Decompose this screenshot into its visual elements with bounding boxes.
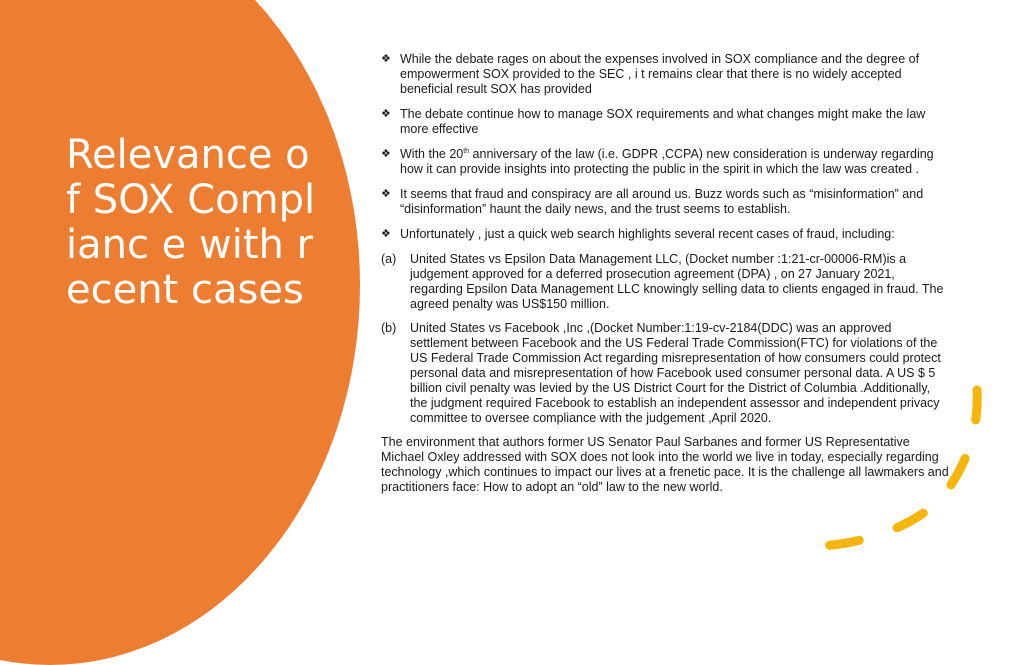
bullet-text-part: With the 20	[400, 147, 464, 161]
diamond-bullet-icon: ❖	[381, 228, 391, 240]
bullet-text: Unfortunately , just a quick web search highlights several recent cases of fraud, including:	[400, 227, 895, 241]
bullet-text: It seems that fraud and conspiracy are all around us. Buzz words such as “misinformation” and “disinformation” haunt the daily news, and the trust seems to establish.	[400, 187, 924, 216]
slide-title: Relevance of SOX Complianc e with recent cases	[66, 132, 316, 313]
case-text: United States vs Epsilon Data Management LLC, (Docket number :1:21-cr-00006-RM)is a judgement approved for a deferred prosecution agreement (DPA) , on 27 January 2021, regarding Epsilon Data Management LLC knowingly selling data to clients engaged in fraud. The agreed penalty was US$150 million.	[410, 252, 944, 311]
diamond-bullet-icon: ❖	[381, 53, 391, 65]
diamond-bullet-icon: ❖	[381, 108, 391, 120]
bullet-text: The debate continue how to manage SOX requirements and what changes might make the law more effective	[400, 107, 926, 136]
ordinal-superscript: th	[463, 147, 470, 155]
bullet-text-part: anniversary of the law (i.e. GDPR ,CCPA) new consideration is underway regarding how it can provide insights into protecting the public in the spirit in which the law was created .	[400, 147, 934, 176]
diamond-bullet-icon: ❖	[381, 188, 391, 200]
diamond-bullet-icon: ❖	[381, 148, 391, 160]
closing-paragraph: The environment that authors former US Senator Paul Sarbanes and former US Representative Michael Oxley addressed with SOX does not look into the world we live in today, especially regarding technology ,which continues to impact our lives at a frenetic pace. It is the challenge all lawmakers and practitioners face: How to adopt an “old” law to the new world.	[381, 435, 949, 494]
dashed-arc-stroke	[803, 390, 977, 547]
bullet-text: While the debate rages on about the expenses involved in SOX compliance and the degree of empowerment SOX provided to the SEC , i t remains clear that there is no widely accepted beneficial result SOX has provided	[400, 52, 920, 96]
case-label: (a)	[381, 252, 397, 266]
case-text: United States vs Facebook ,Inc ,(Docket Number:1:19-cv-2184(DDC) was an approved settlement between Facebook and the US Federal Trade Commission(FTC) for violations of the US Federal Trade Commission Act regarding misrepresentation of how consumers could protect personal data and misrepresentation of how Facebook used consumer personal data. A US $ 5 billion civil penalty was levied by the US District Court for the District of Columbia .Additionally, the judgment required Facebook to establish an independent assessor and independent privacy committee to oversee compliance with the judgement ,April 2020.	[410, 321, 941, 425]
case-label: (b)	[381, 321, 397, 335]
